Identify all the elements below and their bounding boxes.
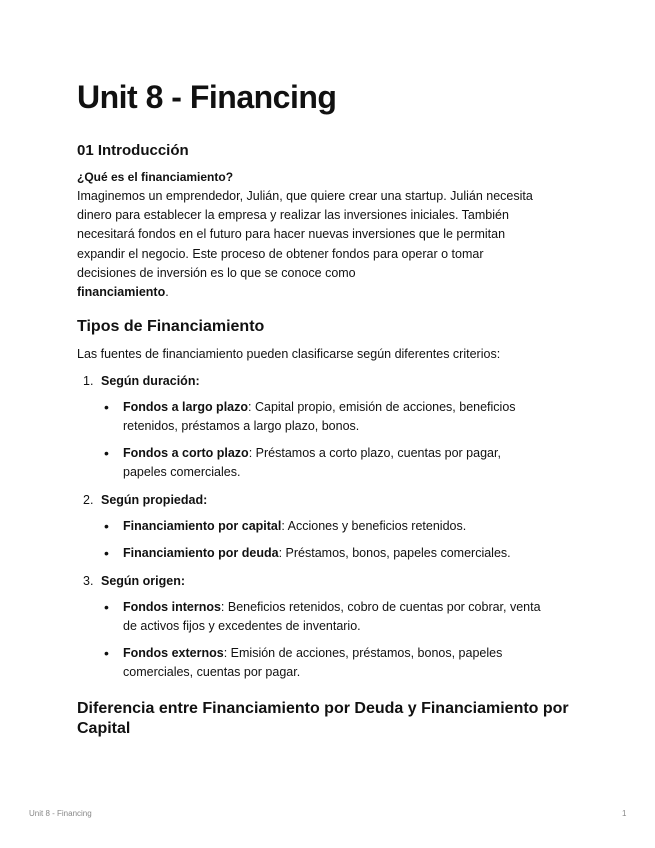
bullet-icon: • bbox=[104, 599, 109, 615]
criterion-label: Según propiedad: bbox=[101, 493, 208, 507]
list-item-term: Financiamiento por deuda bbox=[123, 546, 279, 560]
list-item-term: Financiamiento por capital bbox=[123, 519, 282, 533]
list-item bbox=[104, 598, 584, 636]
list-item-desc: : Capital propio, emisión de acciones, beneficios bbox=[248, 400, 516, 414]
intro-line: necesitará fondos en el futuro para hacer nuevas inversiones que le permitan bbox=[77, 227, 506, 242]
section-heading-diferencia: Diferencia entre Financiamiento por Deuda y Financiamiento por Capital bbox=[77, 700, 569, 737]
bullet-icon: • bbox=[104, 399, 109, 415]
list-item-term: Fondos a corto plazo bbox=[123, 446, 249, 460]
list-item-term: Fondos externos bbox=[123, 646, 224, 660]
list-item-desc: : Beneficios retenidos, cobro de cuentas por cobrar, venta bbox=[220, 600, 541, 614]
intro-term-line bbox=[77, 283, 582, 302]
list-item-desc: papeles comerciales. bbox=[123, 465, 241, 479]
intro-line: Imaginemos un emprendedor, Julián, que quiere crear una startup. Julián necesita bbox=[77, 189, 533, 203]
list-item bbox=[104, 644, 584, 682]
list-item-desc: : Acciones y beneficios retenidos. bbox=[281, 519, 467, 533]
intro-term: financiamiento bbox=[77, 285, 166, 300]
list-item-desc: : Emisión de acciones, préstamos, bonos, papeles bbox=[223, 646, 503, 660]
list-item-text bbox=[123, 517, 584, 536]
list-item bbox=[104, 544, 584, 563]
criterion-number: 2. bbox=[83, 493, 94, 507]
footer-page-number: 1 bbox=[622, 809, 627, 818]
criterion-number: 1. bbox=[83, 374, 94, 388]
document-title: Unit 8 - Financing bbox=[77, 79, 337, 115]
list-item-text bbox=[123, 598, 584, 636]
list-item bbox=[104, 398, 584, 436]
list-item bbox=[104, 444, 584, 482]
footer-document-title: Unit 8 - Financing bbox=[29, 809, 92, 818]
intro-line: dinero para establecer la empresa y realizar las inversiones iniciales. También bbox=[77, 208, 509, 223]
intro-line: decisiones de inversión es lo que se conoce como bbox=[77, 265, 356, 280]
intro-term-suffix: . bbox=[165, 285, 169, 300]
section-heading-introduccion: 01 Introducción bbox=[77, 142, 189, 159]
criterion-label: Según origen: bbox=[101, 574, 186, 588]
criterion-item bbox=[83, 372, 200, 390]
list-item-desc: retenidos, préstamos a largo plazo, bonos. bbox=[123, 419, 360, 433]
intro-paragraph bbox=[77, 187, 582, 302]
intro-question: ¿Qué es el financiamiento? bbox=[77, 170, 234, 184]
criterion-number: 3. bbox=[83, 574, 94, 588]
list-item-text bbox=[123, 398, 584, 436]
list-item-text bbox=[123, 444, 584, 482]
list-item-text bbox=[123, 644, 584, 682]
bullet-icon: • bbox=[104, 545, 109, 561]
list-item-desc: : Préstamos, bonos, papeles comerciales. bbox=[278, 546, 511, 560]
bullet-icon: • bbox=[104, 445, 109, 461]
criterion-item bbox=[83, 572, 185, 590]
list-item bbox=[104, 517, 584, 536]
bullet-icon: • bbox=[104, 645, 109, 661]
criterion-item bbox=[83, 491, 207, 509]
criterion-label: Según duración: bbox=[101, 374, 200, 388]
list-item-desc: comerciales, cuentas por pagar. bbox=[123, 665, 301, 679]
list-item-desc: : Préstamos a corto plazo, cuentas por pagar, bbox=[248, 446, 501, 460]
intro-line: expandir el negocio. Este proceso de obtener fondos para operar o tomar bbox=[77, 246, 484, 261]
list-item-term: Fondos internos bbox=[123, 600, 221, 614]
tipos-lead-text: Las fuentes de financiamiento pueden clasificarse según diferentes criterios: bbox=[77, 347, 501, 361]
section-heading-tipos: Tipos de Financiamiento bbox=[77, 318, 265, 335]
list-item-desc: de activos fijos y excedentes de inventario. bbox=[123, 619, 361, 633]
bullet-icon: • bbox=[104, 518, 109, 534]
list-item-term: Fondos a largo plazo bbox=[123, 400, 249, 414]
list-item-text bbox=[123, 544, 584, 563]
